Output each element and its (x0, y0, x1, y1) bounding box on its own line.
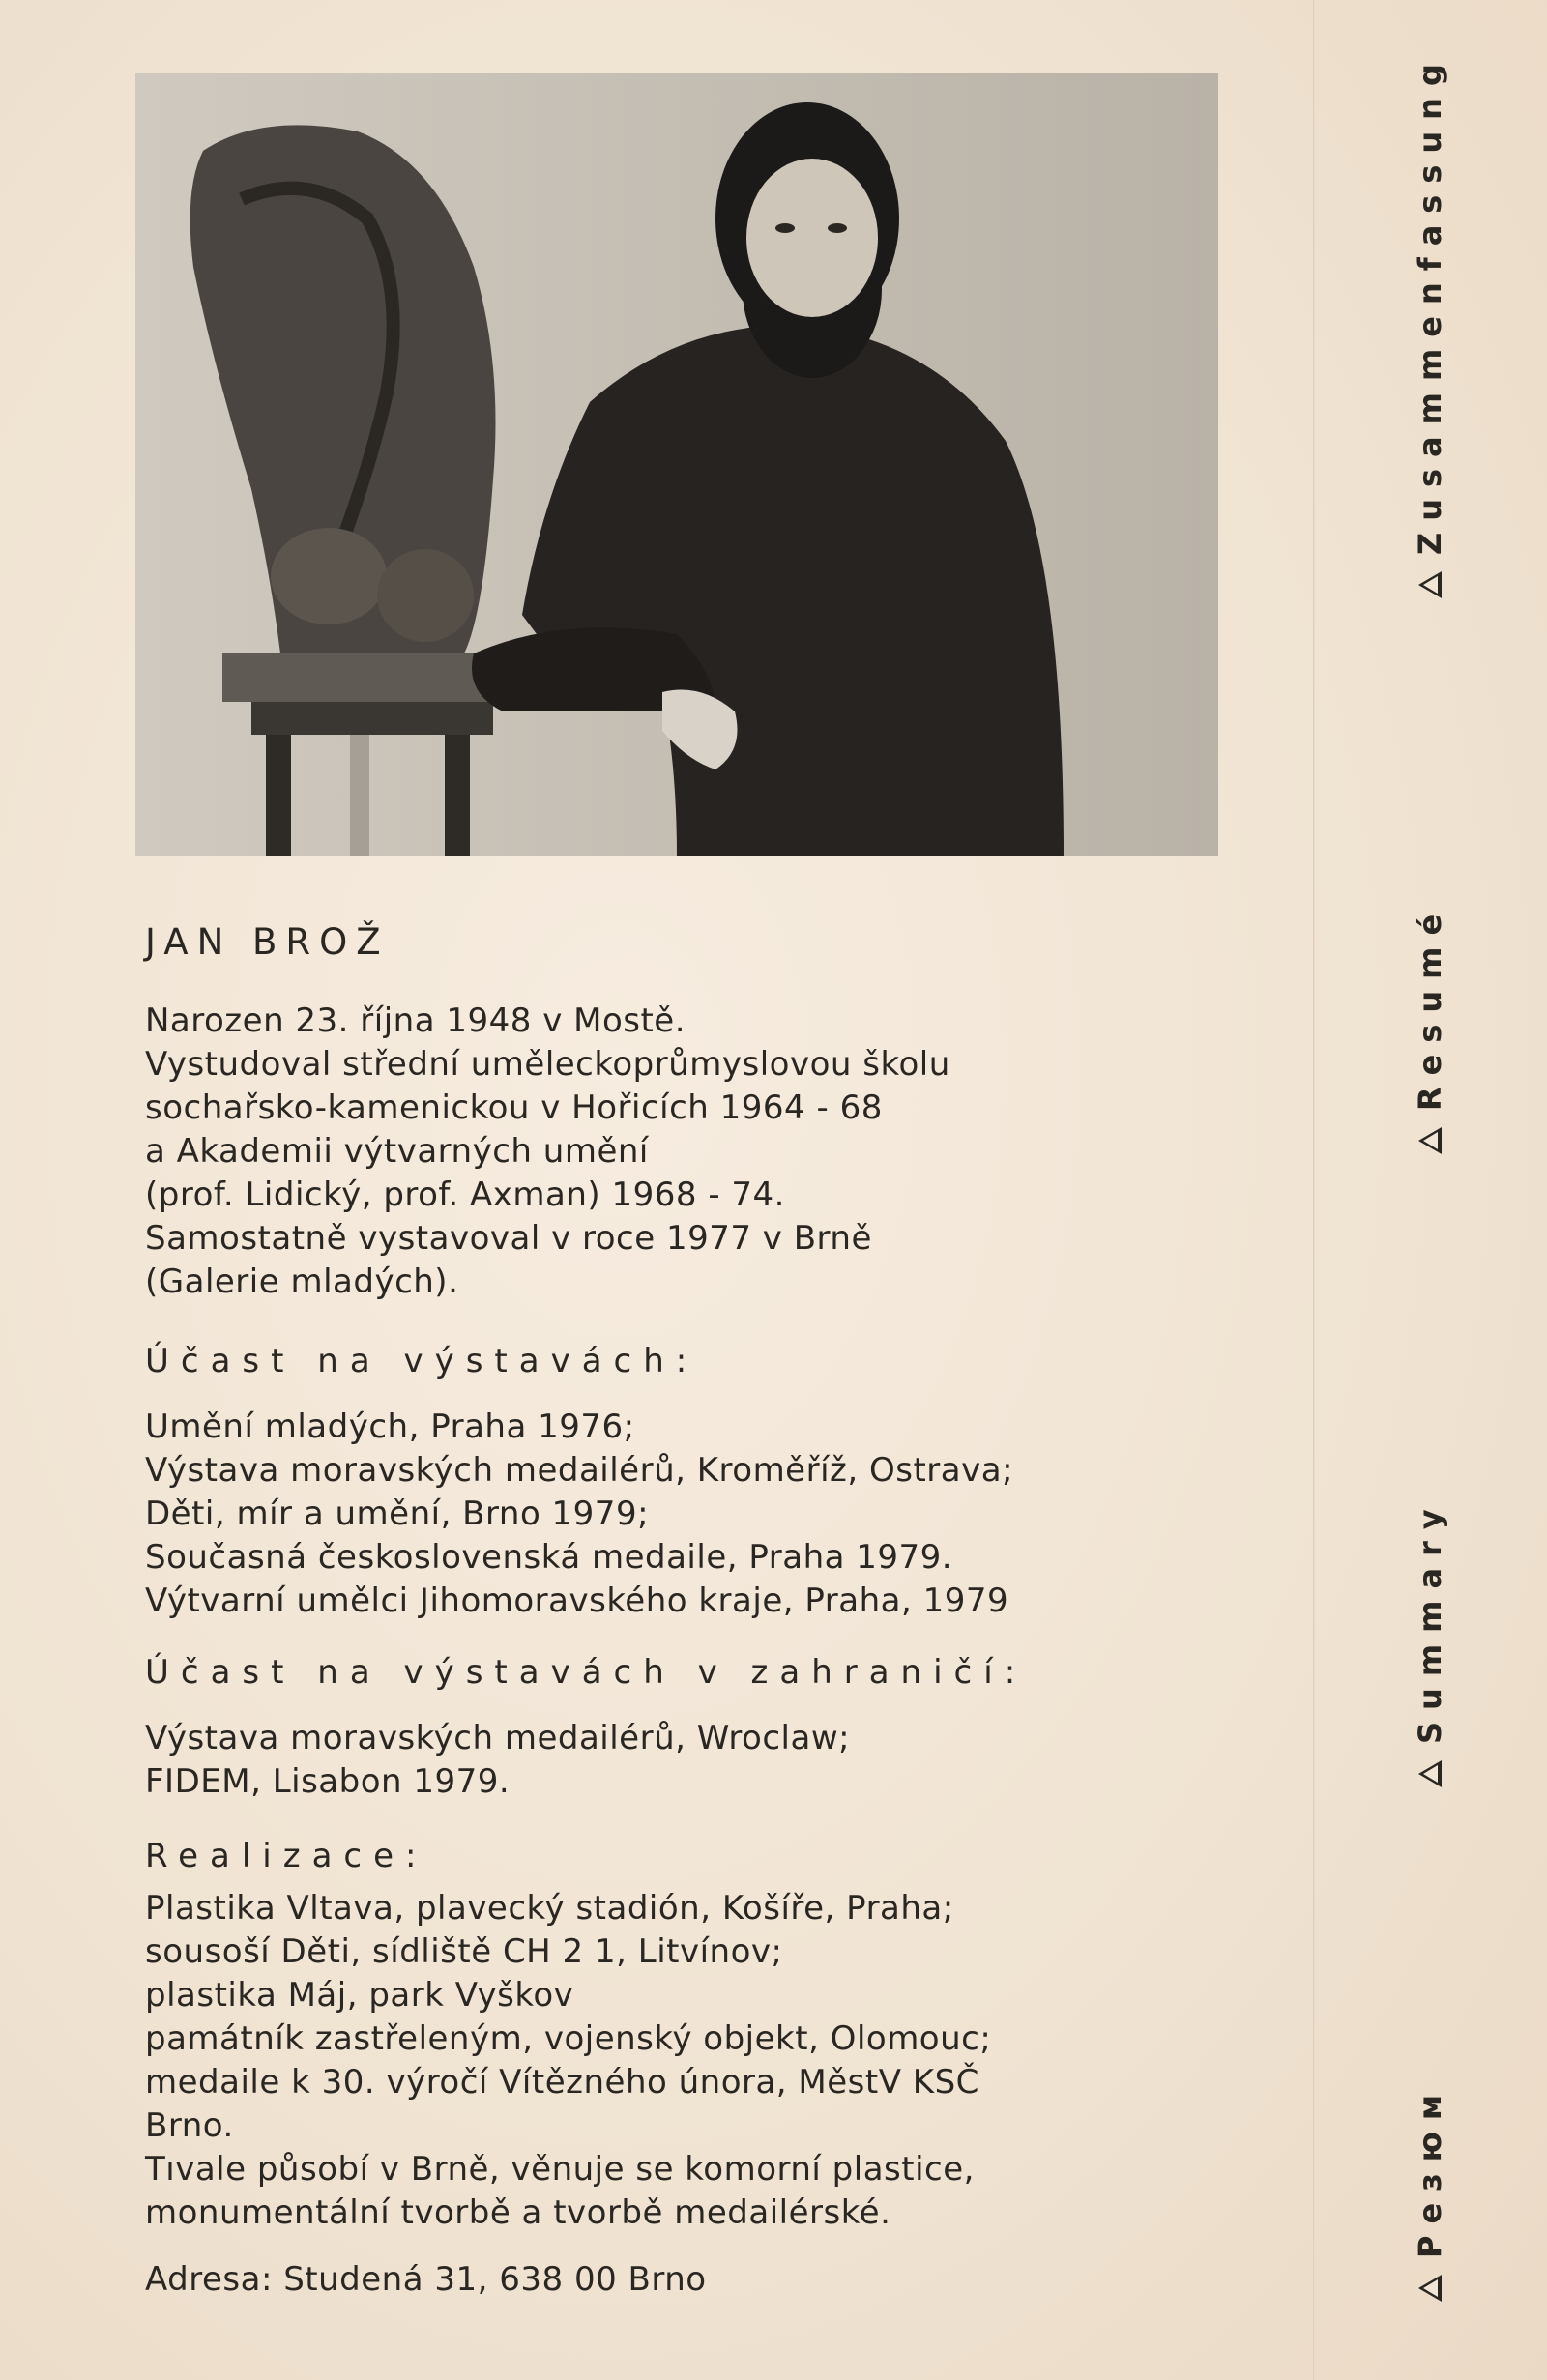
triangle-icon (1418, 1758, 1442, 1795)
tab-label: Резюм (1412, 2082, 1448, 2258)
realization-item: plastika Máj, park Vyškov (145, 1976, 574, 2015)
exhibition-item: Výtvarní umělci Jihomoravského kraje, Praha, 1979 (145, 1582, 1009, 1620)
exhibitions-list (145, 1406, 1013, 1623)
triangle-icon (1418, 1125, 1442, 1162)
bio-line: (Galerie mladých). (145, 1263, 459, 1301)
photo-illustration (135, 73, 1218, 856)
tab-summary[interactable] (1412, 1497, 1448, 1788)
tab-label: Summary (1412, 1497, 1448, 1744)
bio-line: a Akademii výtvarných umění (145, 1132, 649, 1171)
biography (145, 1000, 950, 1304)
triangle-icon (1418, 2273, 1442, 2309)
man-face (746, 159, 878, 317)
exhibition-item: Děti, mír a umění, Brno 1979; (145, 1495, 650, 1533)
realization-item: památník zastřeleným, vojenský objekt, Olomouc; (145, 2019, 992, 2058)
artist-photo (135, 73, 1218, 856)
tab-rezyume[interactable] (1412, 2083, 1448, 2303)
bio-line: Vystudoval střední uměleckoprůmyslovou školu (145, 1045, 950, 1084)
realizations-list (145, 1887, 991, 2235)
address: Adresa: Studená 31, 638 00 Brno (145, 2260, 707, 2299)
realization-item: medaile k 30. výročí Vítězného února, MěstV KSČ (145, 2063, 979, 2102)
exhibition-item: Současná československá medaile, Praha 1979. (145, 1538, 953, 1577)
realization-item: sousoší Děti, sídliště CH 2 1, Litvínov; (145, 1932, 783, 1971)
bio-line: (prof. Lidický, prof. Axman) 1968 - 74. (145, 1175, 785, 1214)
realization-item: Plastika Vltava, plavecký stadión, Košíře, Praha; (145, 1889, 954, 1928)
tab-label: Zusammenfassung (1412, 52, 1448, 555)
tab-label: Resumé (1412, 902, 1448, 1111)
exhibitions-abroad-list (145, 1717, 850, 1804)
exhibition-abroad-item: FIDEM, Lisabon 1979. (145, 1762, 511, 1801)
bio-line: Narozen 23. října 1948 v Mostě. (145, 1001, 686, 1040)
artist-name: JAN BROŽ (145, 921, 390, 963)
exhibitions-heading: Účast na výstavách: (145, 1342, 699, 1380)
exhibition-abroad-item: Výstava moravských medailérů, Wroclaw; (145, 1719, 851, 1757)
tab-zusammenfassung[interactable] (1412, 52, 1448, 599)
bio-line: Samostatně vystavoval v roce 1977 v Brně (145, 1219, 872, 1258)
tab-resume[interactable] (1412, 903, 1448, 1155)
realization-item: monumentální tvorbě a tvorbě medailérské. (145, 2193, 891, 2232)
triangle-icon (1418, 569, 1442, 606)
realization-item: Brno. (145, 2106, 234, 2145)
fold-line (1313, 0, 1315, 2380)
exhibitions-abroad-heading: Účast na výstavách v zahraničí: (145, 1653, 1028, 1692)
exhibition-item: Výstava moravských medailérů, Kroměříž, Ostrava; (145, 1451, 1014, 1490)
realization-item: Tıvale působí v Brně, věnuje se komorní plastice, (145, 2150, 975, 2189)
exhibition-item: Umění mladých, Praha 1976; (145, 1408, 635, 1446)
realizations-heading: Realizace: (145, 1837, 428, 1875)
bio-line: sochařsko-kamenickou v Hořicích 1964 - 68 (145, 1088, 883, 1127)
